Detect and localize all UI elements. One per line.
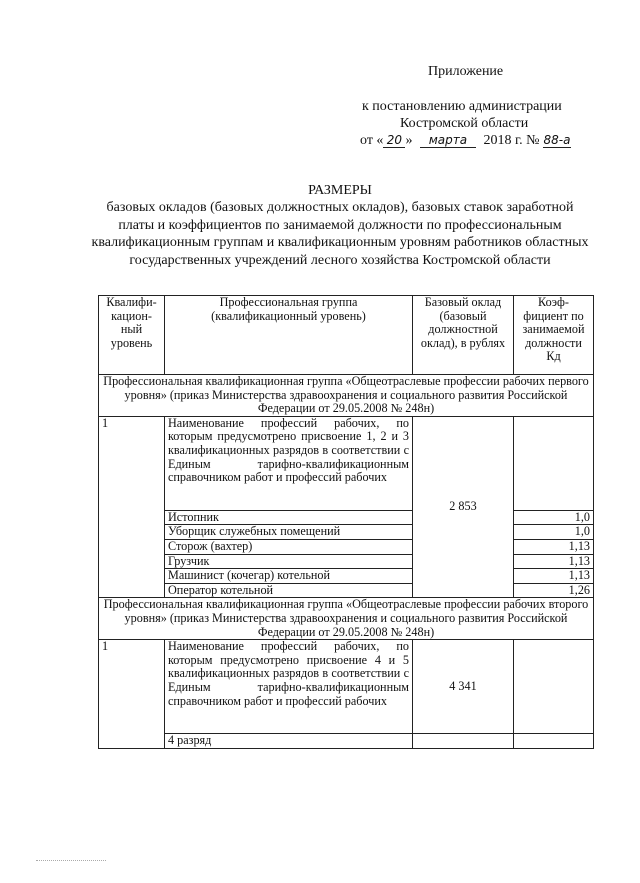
header-coefficient-symbol: Кд (546, 349, 561, 364)
item-coef: 1,13 (514, 554, 594, 569)
item-coef: 1,13 (514, 569, 594, 584)
table-row (99, 569, 594, 584)
item-salary-empty (413, 734, 514, 749)
table-row (99, 416, 594, 510)
item-name: Машинист (кочегар) котельной (165, 569, 413, 584)
header-coefficient-text: Коэф-фициент по занимаемой должности (522, 295, 585, 350)
decree-line-1: к постановлению администрации (362, 99, 562, 114)
decree-date-mid: » (405, 133, 413, 148)
group-2-description-coef (514, 640, 594, 734)
group-1-title: Профессиональная квалификационная группа «Общеотраслевые профессии рабочих первого уровня» (приказ Министерства здравоохранения и социального развития Российской Федерации от 29.05.2008 № 248н) (99, 375, 594, 417)
item-name: Оператор котельной (165, 583, 413, 598)
item-coef (514, 734, 594, 749)
item-coef: 1,26 (514, 583, 594, 598)
item-name: Уборщик служебных помещений (165, 525, 413, 540)
table-row (99, 525, 594, 540)
table-row (99, 510, 594, 525)
document-heading (90, 182, 590, 269)
header-prof-group: Профессиональная группа (квалификационный уровень) (165, 296, 413, 375)
header-base-salary: Базовый оклад (базовый должностной оклад), в рублях (413, 296, 514, 375)
appendix-title: Приложение (428, 64, 504, 79)
decree-number: 88-а (543, 133, 571, 147)
header-coefficient (514, 296, 594, 375)
table-row (99, 734, 594, 749)
item-name: Истопник (165, 510, 413, 525)
decree-date-prefix: от « (360, 133, 384, 148)
group-2-salary: 4 341 (413, 640, 514, 734)
group-2-level: 1 (99, 640, 165, 749)
table-header-row (99, 296, 594, 375)
group-1-salary: 2 853 (413, 416, 514, 598)
group-2-title: Профессиональная квалификационная группа «Общеотраслевые профессии рабочих второго уровня» (приказ Министерства здравоохранения и социального развития Российской Федерации от 29.05.2008 № 248н) (99, 598, 594, 640)
table-row (99, 640, 594, 734)
group-title-row (99, 598, 594, 640)
group-1-description: Наименование профессий рабочих, по которым предусмотрено присвоение 1, 2 и 3 квалификационных разрядов в соответствии с Единым тарифно-квалификационным справочником работ и профессий рабочих (165, 416, 413, 510)
item-name: 4 разряд (165, 734, 413, 749)
decree-year: 2018 г. № (483, 133, 540, 148)
group-title-row (99, 375, 594, 417)
item-coef: 1,0 (514, 525, 594, 540)
item-coef: 1,13 (514, 539, 594, 554)
group-2-description: Наименование профессий рабочих, по которым предусмотрено присвоение 4 и 5 квалификационных разрядов в соответствии с Единым тарифно-квалификационным справочником работ и профессий рабочих (165, 640, 413, 734)
decree-line-2: Костромской области (400, 116, 529, 131)
item-name: Сторож (вахтер) (165, 539, 413, 554)
header-qual-level: Квалифи-кацион-ный уровень (99, 296, 165, 375)
table-row (99, 539, 594, 554)
table-row (99, 583, 594, 598)
decree-month: марта (420, 134, 476, 148)
decree-day: 20 (383, 134, 405, 148)
group-1-description-coef (514, 416, 594, 510)
item-coef: 1,0 (514, 510, 594, 525)
group-1-level: 1 (99, 416, 165, 598)
item-name: Грузчик (165, 554, 413, 569)
salary-table (98, 295, 594, 749)
heading-title: РАЗМЕРЫ (308, 183, 372, 198)
footer-divider (36, 860, 106, 861)
decree-date-line (300, 132, 630, 149)
heading-body: базовых окладов (базовых должностных окладов), базовых ставок заработной платы и коэффициентов по занимаемой должности по профессиональным квалификационным группам и квалификационным уровням работников областных государственных учреждений лесного хозяйства Костромской области (91, 200, 589, 268)
table-row (99, 554, 594, 569)
decree-block (300, 98, 630, 149)
